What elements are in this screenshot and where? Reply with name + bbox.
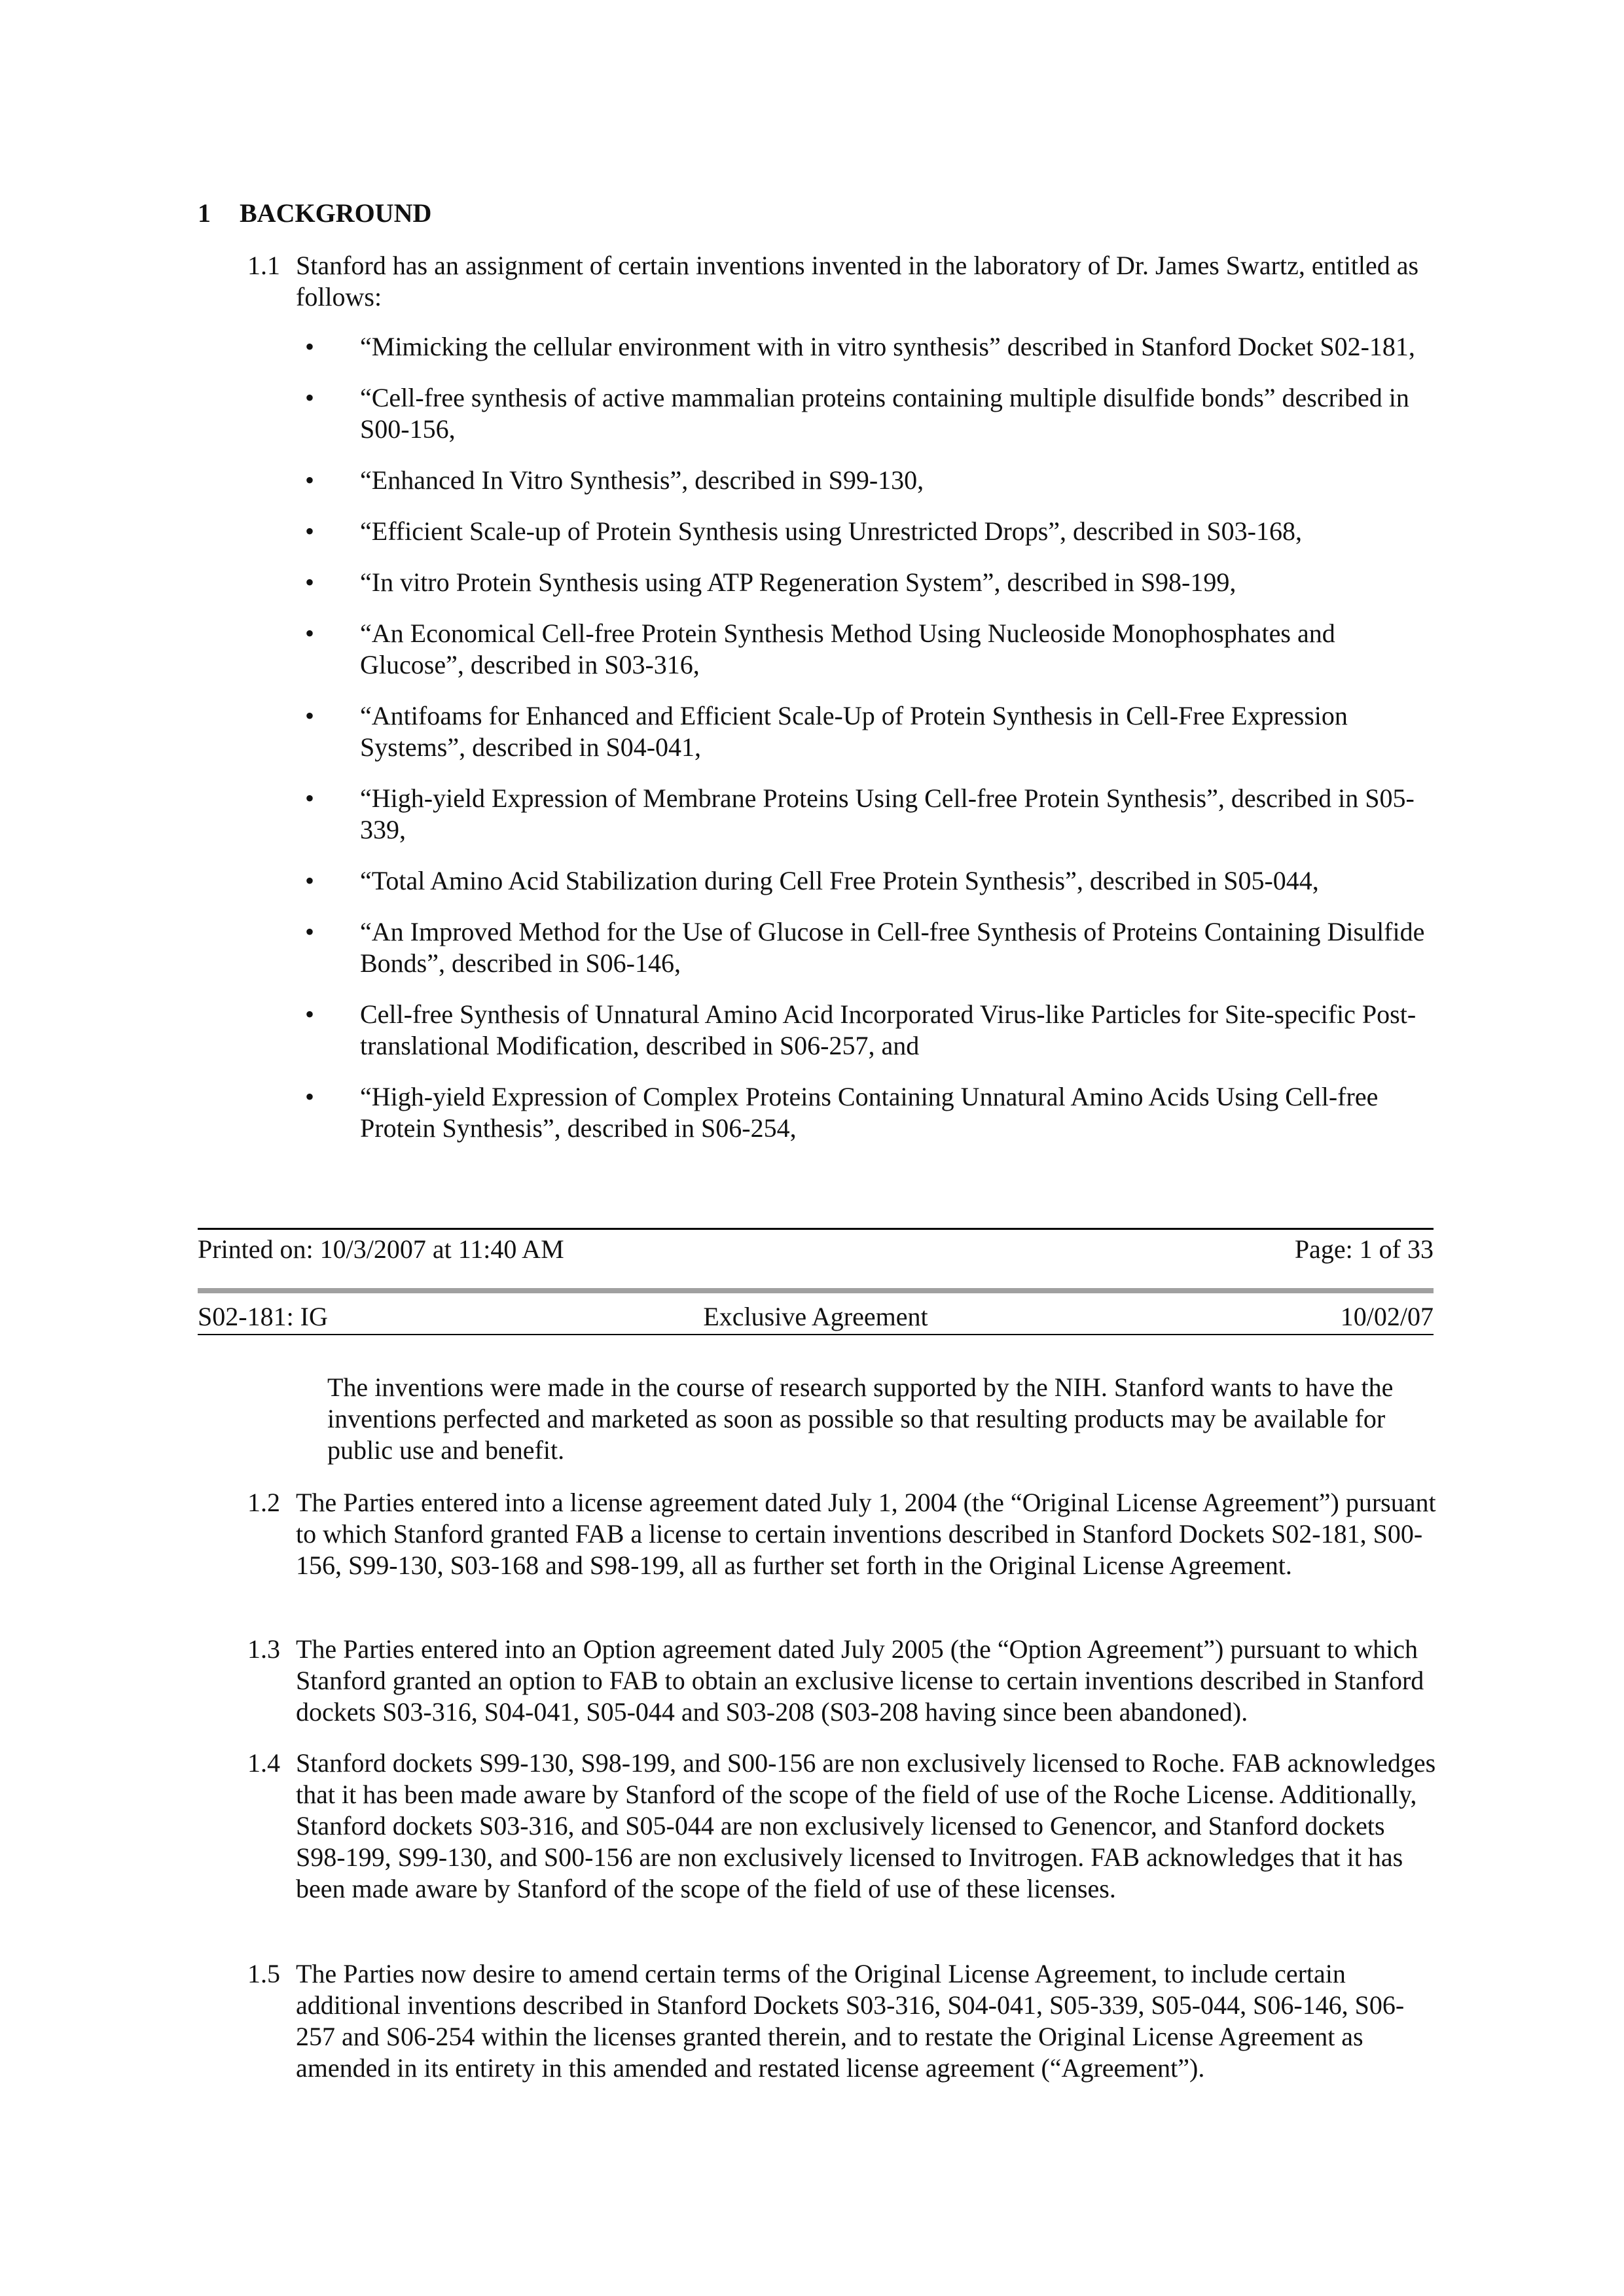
list-item xyxy=(302,916,1441,979)
bullet-icon: • xyxy=(305,383,315,412)
clause-text: Stanford has an assignment of certain inventions invented in the laboratory of Dr. James Swartz, entitled as follows: xyxy=(296,251,1419,312)
list-item xyxy=(302,516,1441,547)
bullet-icon: • xyxy=(305,866,315,895)
bullet-icon: • xyxy=(305,619,315,648)
clause-1-3 xyxy=(247,1634,1439,1728)
clause-number: 1.2 xyxy=(247,1488,280,1517)
document-title: Exclusive Agreement xyxy=(703,1302,928,1331)
bullet-icon: • xyxy=(305,1082,315,1111)
list-item xyxy=(302,618,1441,681)
list-item-text: Cell-free Synthesis of Unnatural Amino Acid Incorporated Virus-like Particles for Site-specific Post-translational Modification, described in S06-257, and xyxy=(360,999,1416,1060)
list-item xyxy=(302,999,1441,1062)
list-item xyxy=(302,567,1441,598)
clause-1-2 xyxy=(247,1487,1439,1581)
list-item xyxy=(302,331,1441,363)
clause-1-1 xyxy=(247,250,1439,313)
continuation-paragraph: The inventions were made in the course of research supported by the NIH. Stanford wants to have the inventions perfected and marketed as soon as possible so that resulting products may be available for public use and benefit. xyxy=(327,1372,1394,1465)
clause-1-5 xyxy=(247,1958,1439,2084)
list-item-text: “Cell-free synthesis of active mammalian proteins containing multiple disulfide bonds” described in S00-156, xyxy=(360,383,1409,444)
clause-text: The Parties entered into an Option agreement dated July 2005 (the “Option Agreement”) pursuant to which Stanford granted an option to FAB to obtain an exclusive license to certain inventions described in Stanford dockets S03-316, S04-041, S05-044 and S03-208 (S03-208 having since been abandoned). xyxy=(296,1634,1424,1727)
list-item xyxy=(302,465,1441,496)
printed-date: Printed on: 10/3/2007 at 11:40 AM xyxy=(198,1234,564,1264)
clause-number: 1.1 xyxy=(247,251,280,280)
bullet-icon: • xyxy=(305,465,315,495)
list-item-text: “Enhanced In Vitro Synthesis”, described in S99-130, xyxy=(360,465,924,495)
bullet-icon: • xyxy=(305,783,315,813)
list-item-text: “An Economical Cell-free Protein Synthesis Method Using Nucleoside Monophosphates and Glucose”, described in S03-316, xyxy=(360,619,1335,679)
bullet-icon: • xyxy=(305,917,315,946)
invention-list xyxy=(302,331,1441,1164)
list-item-text: “Efficient Scale-up of Protein Synthesis using Unrestricted Drops”, described in S03-168, xyxy=(360,516,1302,546)
list-item-text: “Total Amino Acid Stabilization during Cell Free Protein Synthesis”, described in S05-044, xyxy=(360,866,1319,895)
bullet-icon: • xyxy=(305,999,315,1029)
page-header xyxy=(198,1301,1434,1333)
list-item xyxy=(302,700,1441,763)
page-number: Page: 1 of 33 xyxy=(1294,1234,1434,1264)
clause-1-4 xyxy=(247,1748,1439,1905)
clause-text: The Parties now desire to amend certain terms of the Original License Agreement, to include certain additional inventions described in Stanford Dockets S03-316, S04-041, S05-339, S05-044, S06-146, S06-257 and S06-254 within the licenses granted therein, and to restate the Original License Agreement as amended in its entirety in this amended and restated license agreement (“Agreement”). xyxy=(296,1959,1405,2083)
page-break xyxy=(198,1288,1434,1293)
document-date: 10/02/07 xyxy=(1340,1302,1434,1331)
bullet-icon: • xyxy=(305,567,315,597)
header-divider xyxy=(198,1334,1434,1335)
footer-divider xyxy=(198,1228,1434,1230)
list-item-text: “In vitro Protein Synthesis using ATP Regeneration System”, described in S98-199, xyxy=(360,567,1236,597)
list-item xyxy=(302,1081,1441,1144)
clause-number: 1.3 xyxy=(247,1634,280,1664)
bullet-icon: • xyxy=(305,332,315,361)
section-title: BACKGROUND xyxy=(240,198,432,228)
list-item xyxy=(302,382,1441,445)
bullet-icon: • xyxy=(305,701,315,730)
clause-text: Stanford dockets S99-130, S98-199, and S00-156 are non exclusively licensed to Roche. FAB acknowledges that it has been made aware by Stanford of the scope of the field of use of the Roche License. Additionally, Stanford dockets S03-316, and S05-044 are non exclusively licensed to Genencor, and Stanford dockets S98-199, S99-130, and S00-156 are non exclusively licensed to Invitrogen. FAB acknowledges that it has been made aware by Stanford of the scope of the field of use of these licenses. xyxy=(296,1748,1436,1903)
page-footer xyxy=(198,1234,1434,1265)
list-item-text: “An Improved Method for the Use of Glucose in Cell-free Synthesis of Proteins Containing Disulfide Bonds”, described in S06-146, xyxy=(360,917,1425,978)
list-item-text: “High-yield Expression of Complex Proteins Containing Unnatural Amino Acids Using Cell-free Protein Synthesis”, described in S06-254, xyxy=(360,1082,1379,1143)
list-item xyxy=(302,865,1441,897)
list-item xyxy=(302,783,1441,846)
clause-number: 1.5 xyxy=(247,1959,280,1988)
section-heading xyxy=(198,198,431,229)
list-item-text: “High-yield Expression of Membrane Proteins Using Cell-free Protein Synthesis”, described in S05-339, xyxy=(360,783,1415,844)
list-item-text: “Mimicking the cellular environment with in vitro synthesis” described in Stanford Docket S02-181, xyxy=(360,332,1415,361)
list-item-text: “Antifoams for Enhanced and Efficient Scale-Up of Protein Synthesis in Cell-Free Expression Systems”, described in S04-041, xyxy=(360,701,1348,762)
docket-label: S02-181: IG xyxy=(198,1302,328,1331)
section-number: 1 xyxy=(198,198,211,228)
clause-number: 1.4 xyxy=(247,1748,280,1778)
bullet-icon: • xyxy=(305,516,315,546)
clause-text: The Parties entered into a license agreement dated July 1, 2004 (the “Original License Agreement”) pursuant to which Stanford granted FAB a license to certain inventions described in Stanford Dockets S02-181, S00-156, S99-130, S03-168 and S98-199, all as further set forth in the Original License Agreement. xyxy=(296,1488,1436,1580)
